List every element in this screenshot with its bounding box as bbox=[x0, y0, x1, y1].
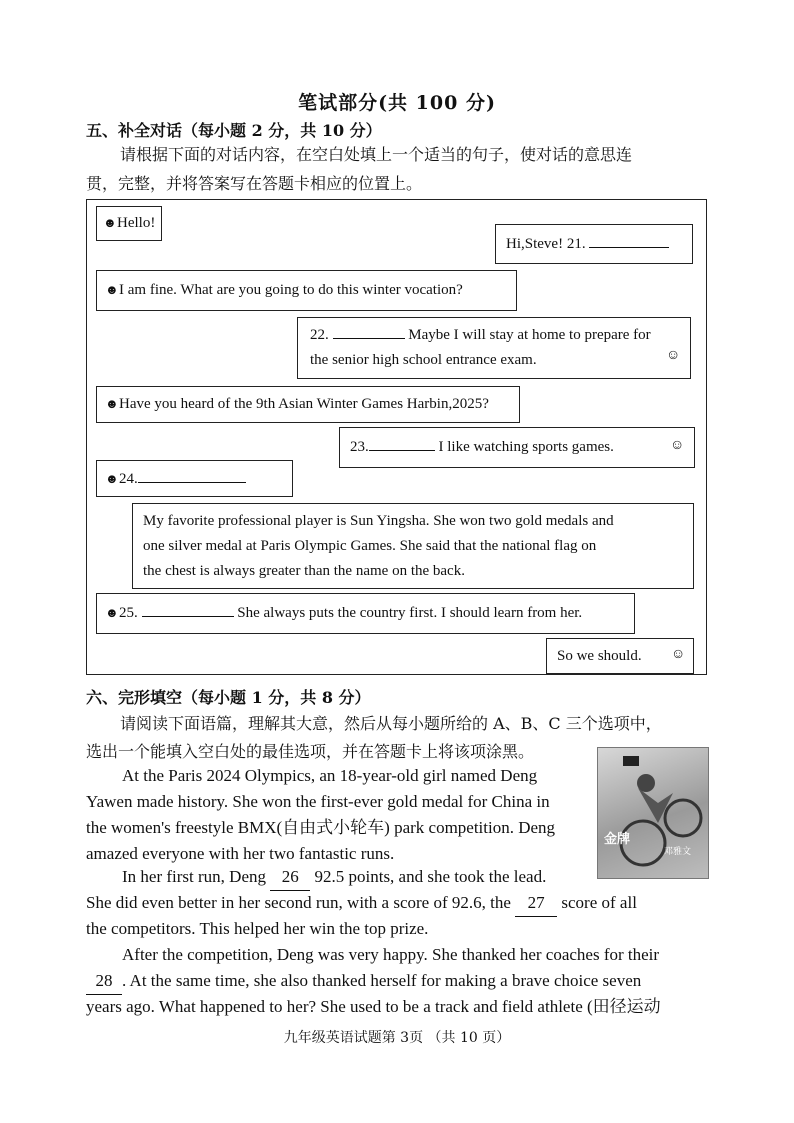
blank-26[interactable]: 26 bbox=[270, 864, 310, 891]
dialogue-bubble-6: 23. I like watching sports games. ☺ bbox=[339, 427, 695, 468]
speaker-boy-icon: ☻ bbox=[105, 396, 119, 411]
section-5-heading: 五、补全对话（每小题 2 分，共 10 分） bbox=[86, 121, 382, 140]
answer-blank-23[interactable] bbox=[369, 450, 435, 451]
answer-blank-24[interactable] bbox=[138, 482, 246, 483]
bmx-rider-icon bbox=[598, 748, 708, 878]
passage-line: Yawen made history. She won the first-ever gold medal for China in bbox=[86, 792, 550, 811]
dialogue-bubble-3: ☻I am fine. What are you going to do this winter vocation? bbox=[96, 270, 517, 311]
speaker-girl-icon: ☺ bbox=[670, 438, 685, 453]
passage-line: the women's freestyle BMX(自由式小轮车) park competition. Deng bbox=[86, 818, 556, 837]
answer-blank-22[interactable] bbox=[333, 338, 405, 339]
photo-caption-gold: 金牌 bbox=[604, 832, 631, 847]
dialogue-bubble-2: Hi,Steve! 21. bbox=[495, 224, 693, 264]
photo-caption-name: 邓雅文 bbox=[664, 847, 692, 857]
section-5-instruction-2: 贯，完整，并将答案写在答题卡相应的位置上。 bbox=[86, 174, 423, 193]
answer-blank-25[interactable] bbox=[142, 616, 234, 617]
passage-line: After the competition, Deng was very happy. She thanked her coaches for their bbox=[122, 945, 660, 964]
page-title: 笔试部分(共 100 分) bbox=[298, 92, 496, 114]
dialogue-bubble-9: ☻25. She always puts the country first. I should learn from her. bbox=[96, 593, 635, 634]
blank-27[interactable]: 27 bbox=[515, 890, 557, 917]
section-6-heading: 六、完形填空（每小题 1 分，共 8 分） bbox=[86, 688, 371, 707]
speaker-boy-icon: ☻ bbox=[105, 471, 119, 486]
blank-28[interactable]: 28 bbox=[86, 968, 122, 995]
dialogue-bubble-1: ☻Hello! bbox=[96, 206, 162, 241]
passage-line: the competitors. This helped her win the top prize. bbox=[86, 919, 429, 938]
dialogue-bubble-10: So we should. ☺ bbox=[546, 638, 694, 674]
section-5-instruction-1: 请根据下面的对话内容，在空白处填上一个适当的句子，使对话的意思连 bbox=[120, 145, 633, 164]
section-6-instruction-2: 选出一个能填入空白处的最佳选项，并在答题卡上将该项涂黑。 bbox=[86, 742, 535, 761]
speaker-boy-icon: ☻ bbox=[105, 282, 119, 297]
speaker-boy-icon: ☻ bbox=[103, 215, 117, 230]
passage-line: In her first run, Deng 26 92.5 points, and she took the lead. bbox=[122, 864, 546, 891]
dialogue-bubble-5: ☻Have you heard of the 9th Asian Winter Games Harbin,2025? bbox=[96, 386, 520, 423]
passage-line: 28 . At the same time, she also thanked herself for making a brave choice seven bbox=[86, 968, 641, 995]
dialogue-bubble-8: My favorite professional player is Sun Yingsha. She won two gold medals and one silver medal at Paris Olympic Games. She said that the national flag on the chest is always greater than the name on the back. bbox=[132, 503, 694, 589]
passage-line: She did even better in her second run, with a score of 92.6, the 27 score of all bbox=[86, 890, 637, 917]
dialogue-box bbox=[86, 199, 707, 675]
passage-line: amazed everyone with her two fantastic runs. bbox=[86, 844, 395, 863]
dialogue-bubble-7: ☻24. bbox=[96, 460, 293, 497]
speaker-girl-icon: ☺ bbox=[671, 647, 686, 662]
passage-line: years ago. What happened to her? She used to be a track and field athlete (田径运动 bbox=[86, 997, 661, 1016]
page-footer: 九年级英语试题第 3页 （共 10 页） bbox=[283, 1030, 511, 1046]
athlete-photo bbox=[597, 747, 709, 879]
passage-line: At the Paris 2024 Olympics, an 18-year-old girl named Deng bbox=[122, 766, 538, 785]
section-6-instruction-1: 请阅读下面语篇，理解其大意，然后从每小题所给的 A、B、C 三个选项中， bbox=[120, 714, 662, 733]
answer-blank-21[interactable] bbox=[589, 247, 669, 248]
dialogue-bubble-4: 22. Maybe I will stay at home to prepare for the senior high school entrance exam. ☺ bbox=[297, 317, 691, 379]
speaker-girl-icon: ☺ bbox=[666, 348, 681, 363]
speaker-boy-icon: ☻ bbox=[105, 605, 119, 620]
